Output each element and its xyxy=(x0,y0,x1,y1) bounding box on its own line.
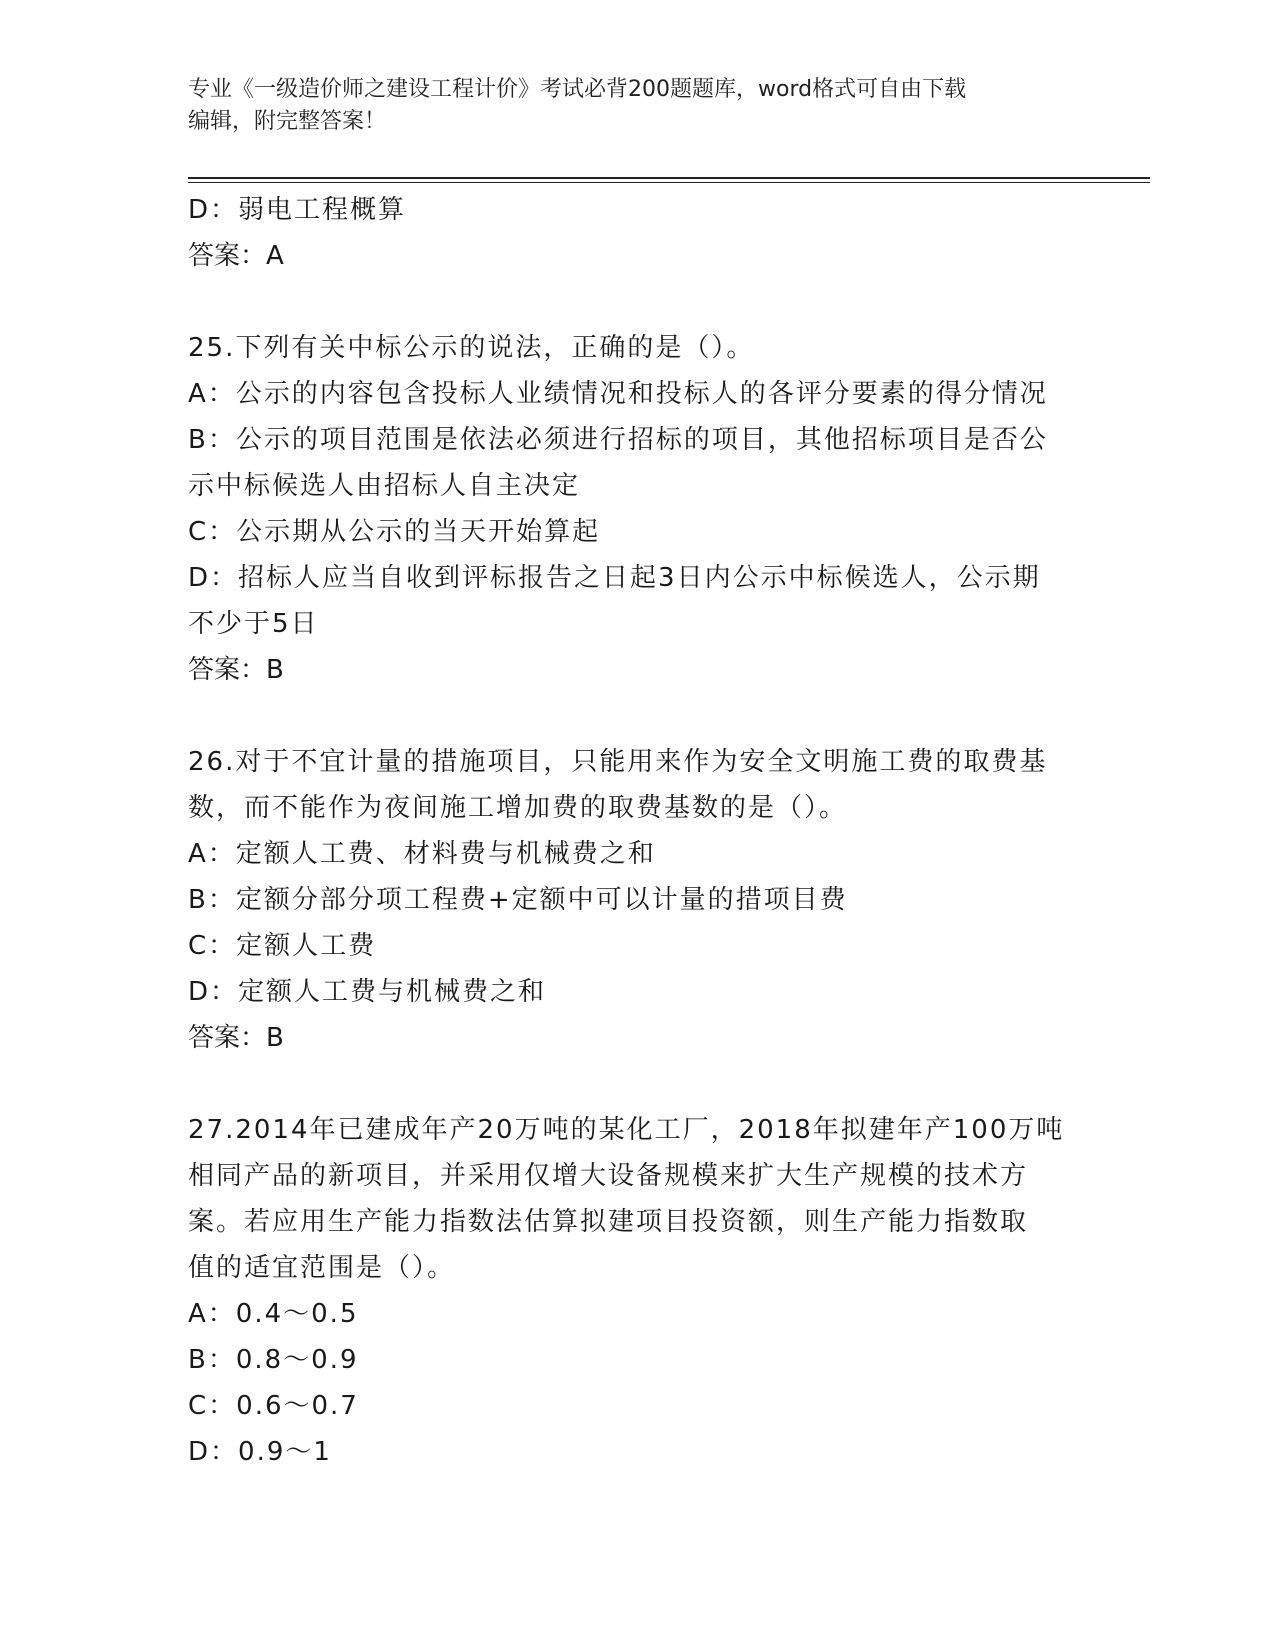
q27-option-d: D：0.9～1 xyxy=(188,1437,332,1467)
q27-stem-line-2: 相同产品的新项目，并采用仅增大设备规模来扩大生产规模的技术方 xyxy=(188,1161,1029,1191)
q24-answer: 答案：A xyxy=(188,241,284,271)
q26-stem-line-2: 数，而不能作为夜间施工增加费的取费基数的是（）。 xyxy=(188,793,848,823)
page-header xyxy=(188,74,1088,138)
q27-stem-line-3: 案。若应用生产能力指数法估算拟建项目投资额，则生产能力指数取 xyxy=(188,1207,1029,1237)
header-divider-thin xyxy=(188,182,1150,183)
q27-stem-line-1: 27.2014年已建成年产20万吨的某化工厂，2018年拟建年产100万吨 xyxy=(188,1115,1065,1145)
q26-option-b: B：定额分部分项工程费+定额中可以计量的措项目费 xyxy=(188,885,848,915)
q26-stem-line-1: 26.对于不宜计量的措施项目，只能用来作为安全文明施工费的取费基 xyxy=(188,747,1048,777)
q25-option-a: A：公示的内容包含投标人业绩情况和投标人的各评分要素的得分情况 xyxy=(188,379,1048,409)
question-24-tail xyxy=(188,187,1088,279)
q25-stem: 25.下列有关中标公示的说法，正确的是（）。 xyxy=(188,333,755,363)
header-divider-thick xyxy=(188,177,1150,179)
q25-option-d-line-1: D：招标人应当自收到评标报告之日起3日内公示中标候选人，公示期 xyxy=(188,563,1041,593)
q27-option-a: A：0.4～0.5 xyxy=(188,1299,359,1329)
question-27 xyxy=(188,1107,1088,1475)
header-title-line-1: 专业《一级造价师之建设工程计价》考试必背200题题库，word格式可自由下载 xyxy=(188,77,967,102)
q24-option-d: D：弱电工程概算 xyxy=(188,195,407,225)
q25-option-b-line-2: 示中标候选人由招标人自主决定 xyxy=(188,471,581,501)
header-title-line-2: 编辑，附完整答案！ xyxy=(188,109,387,134)
q27-option-b: B：0.8～0.9 xyxy=(188,1345,359,1375)
q27-stem-line-4: 值的适宜范围是（）。 xyxy=(188,1253,456,1283)
q26-option-d: D：定额人工费与机械费之和 xyxy=(188,977,547,1007)
q26-option-a: A：定额人工费、材料费与机械费之和 xyxy=(188,839,656,869)
question-26 xyxy=(188,739,1088,1061)
q25-option-c: C：公示期从公示的当天开始算起 xyxy=(188,517,601,547)
question-content xyxy=(188,187,1088,1475)
question-25 xyxy=(188,325,1088,693)
q25-option-d-line-2: 不少于5日 xyxy=(188,609,319,639)
q25-option-b-line-1: B：公示的项目范围是依法必须进行招标的项目，其他招标项目是否公 xyxy=(188,425,1048,455)
q25-answer: 答案：B xyxy=(188,655,284,685)
q27-option-c: C：0.6～0.7 xyxy=(188,1391,359,1421)
q26-answer: 答案：B xyxy=(188,1023,284,1053)
q26-option-c: C：定额人工费 xyxy=(188,931,377,961)
